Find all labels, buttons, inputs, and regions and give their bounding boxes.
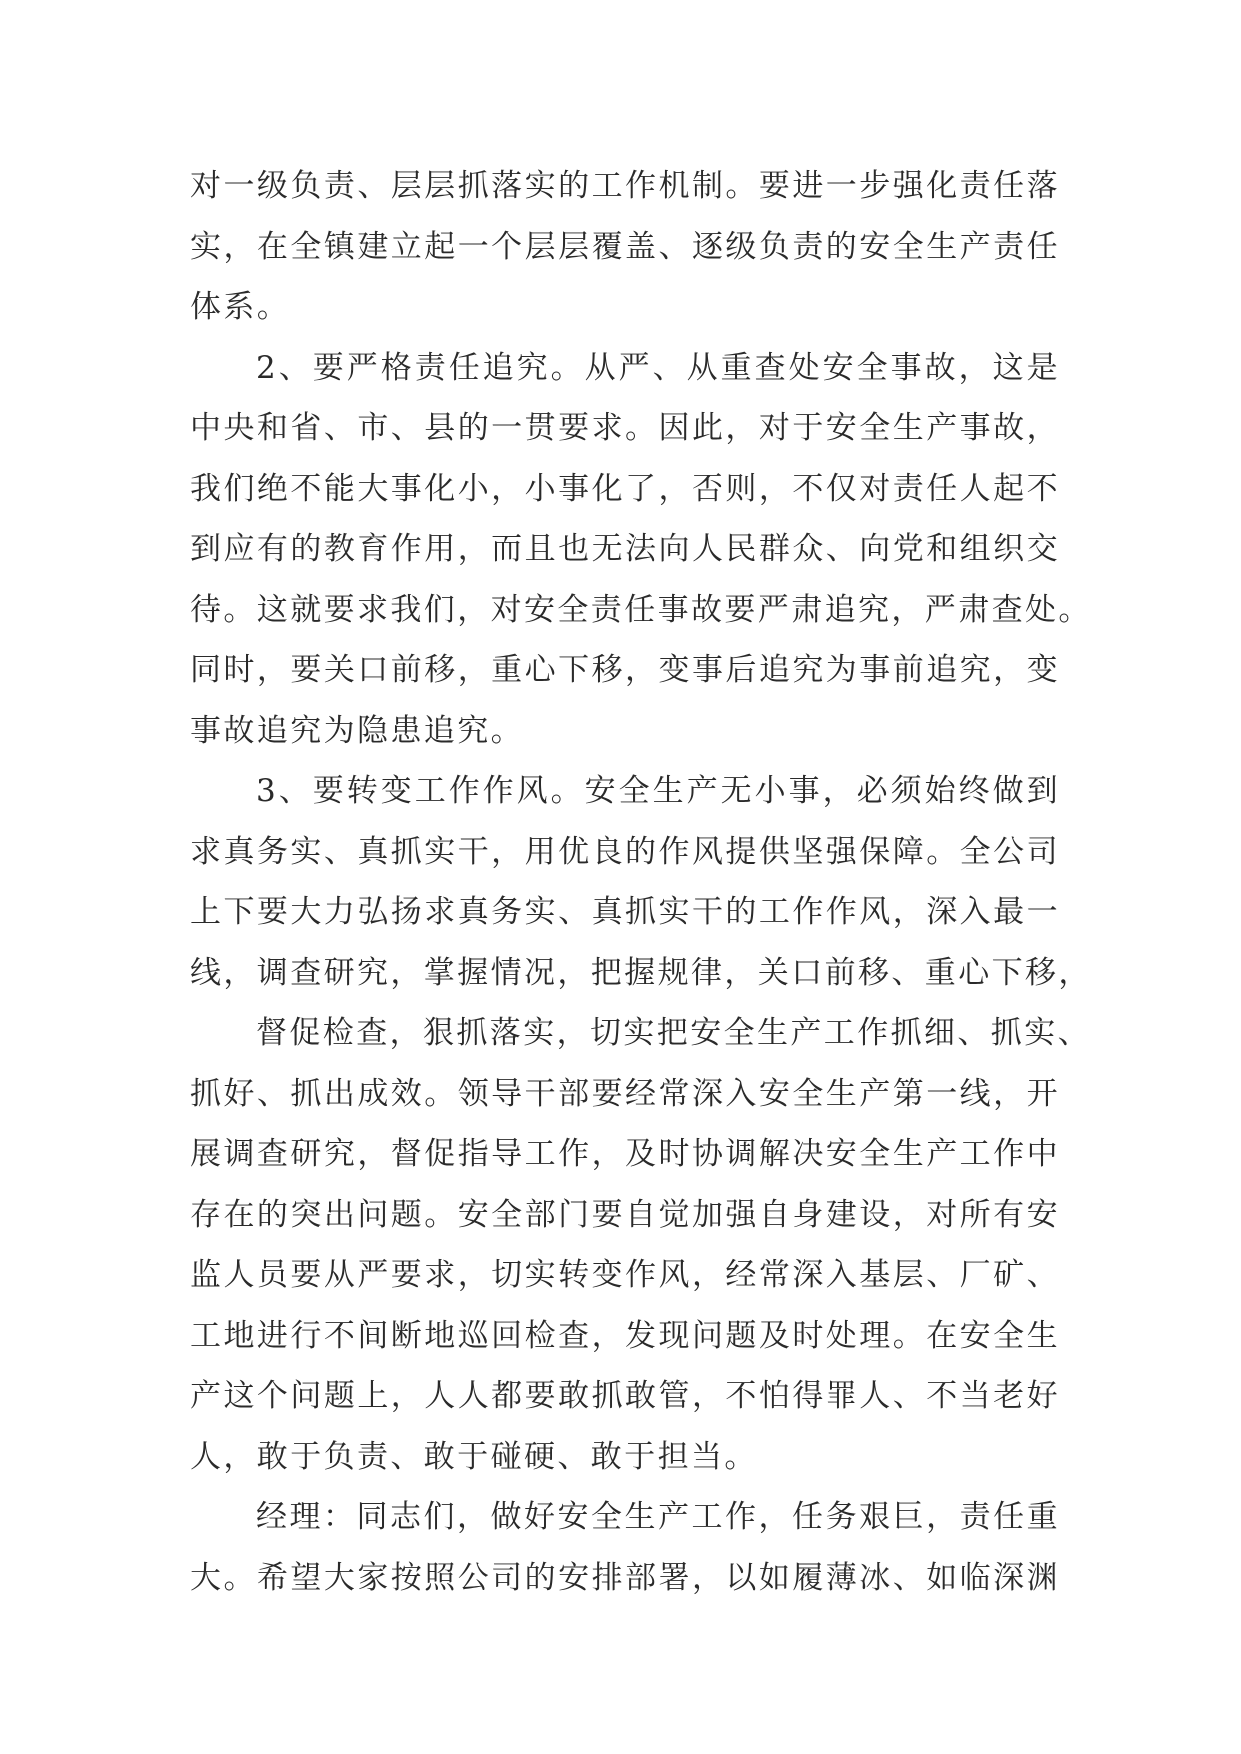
document-body: [190, 156, 1092, 1608]
text-line: 经理：同志们，做好安全生产工作，任务艰巨，责任重: [256, 1499, 1060, 1535]
text-line: 线，调查研究，掌握情况，把握规律，关口前移、重心下移，: [190, 954, 1092, 991]
text-line: 事故追究为隐患追究。: [190, 712, 524, 749]
text-line: 同时，要关口前移，重心下移，变事后追究为事前追究，变: [190, 652, 1060, 688]
text-line: 展调查研究，督促指导工作，及时协调解决安全生产工作中: [190, 1136, 1060, 1172]
text-line: 监人员要从严要求，切实转变作风，经常深入基层、厂矿、: [190, 1257, 1060, 1293]
text-line: 到应有的教育作用，而且也无法向人民群众、向党和组织交: [190, 531, 1060, 567]
text-line: 实，在全镇建立起一个层层覆盖、逐级负责的安全生产责任: [190, 228, 1060, 265]
text-line: 待。这就要求我们，对安全责任事故要严肃追究，严肃查处。: [190, 591, 1092, 628]
text-line: 中央和省、市、县的一贯要求。因此，对于安全生产事故，: [190, 410, 1060, 446]
text-line: 抓好、抓出成效。领导干部要经常深入安全生产第一线，开: [190, 1075, 1060, 1112]
text-line: 存在的突出问题。安全部门要自觉加强自身建设，对所有安: [190, 1196, 1060, 1233]
text-line: 我们绝不能大事化小，小事化了，否则，不仅对责任人起不: [190, 470, 1060, 507]
text-line: 2、要严格责任追究。从严、从重查处安全事故，这是: [256, 349, 1060, 386]
text-line: 3、要转变工作作风。安全生产无小事，必须始终做到: [256, 773, 1060, 809]
text-line: 人，敢于负责、敢于碰硬、敢于担当。: [190, 1438, 758, 1475]
text-line: 求真务实、真抓实干，用优良的作风提供坚强保障。全公司: [190, 833, 1060, 870]
text-line: 体系。: [190, 289, 291, 325]
text-line: 督促检查，狠抓落实，切实把安全生产工作抓细、抓实、: [256, 1015, 1091, 1051]
text-line: 产这个问题上，人人都要敢抓敢管，不怕得罪人、不当老好: [190, 1378, 1060, 1414]
text-line: 上下要大力弘扬求真务实、真抓实干的工作作风，深入最一: [190, 894, 1060, 930]
text-line: 对一级负责、层层抓落实的工作机制。要进一步强化责任落: [190, 168, 1060, 204]
text-line: 大。希望大家按照公司的安排部署，以如履薄冰、如临深渊: [190, 1559, 1060, 1596]
text-line: 工地进行不间断地巡回检查，发现问题及时处理。在安全生: [190, 1317, 1060, 1354]
